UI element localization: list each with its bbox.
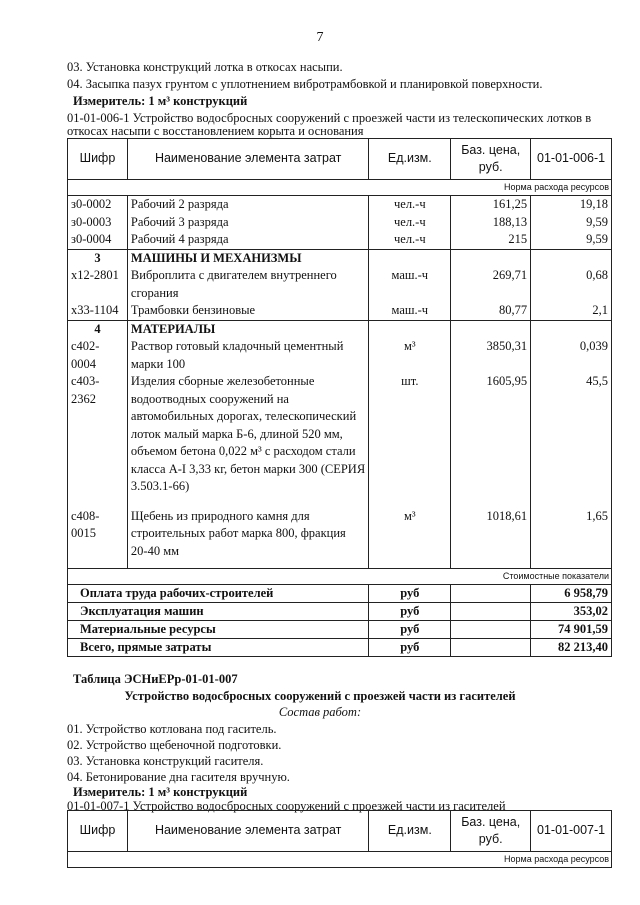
row-price: 1605,95 bbox=[451, 373, 531, 508]
norm-label: Норма расхода ресурсов bbox=[68, 852, 612, 868]
step2-03: 03. Установка конструкций гасителя. bbox=[67, 754, 264, 768]
row-name: Трамбовки бензиновые bbox=[127, 302, 368, 320]
row-qty: 1,65 bbox=[531, 508, 612, 569]
page-number: 7 bbox=[316, 30, 324, 45]
total-value: 74 901,59 bbox=[531, 621, 612, 639]
row-unit: маш.-ч bbox=[369, 302, 451, 320]
row-price: 80,77 bbox=[451, 302, 531, 320]
table-row bbox=[68, 338, 612, 373]
total-name: Эксплуатация машин bbox=[68, 603, 369, 621]
row-qty: 19,18 bbox=[531, 196, 612, 214]
row-qty: 0,68 bbox=[531, 267, 612, 302]
row-price: 188,13 bbox=[451, 214, 531, 232]
row-code: х12-2801 bbox=[68, 267, 128, 302]
col-code-header: Шифр bbox=[68, 811, 128, 852]
row-name: Щебень из природного камня для строительных работ марка 800, фракция 20-40 мм bbox=[127, 508, 368, 569]
norm-label: Норма расхода ресурсов bbox=[68, 180, 612, 196]
row-name: Раствор готовый кладочный цементный марки 100 bbox=[127, 338, 368, 373]
col-name-header: Наименование элемента затрат bbox=[127, 139, 368, 180]
row-code: х33-1104 bbox=[68, 302, 128, 320]
row-unit: маш.-ч bbox=[369, 267, 451, 302]
section-number: 4 bbox=[68, 320, 128, 338]
step2-02: 02. Устройство щебеночной подготовки. bbox=[67, 738, 282, 752]
table-row bbox=[68, 267, 612, 302]
norm-label-row bbox=[68, 852, 612, 868]
row-name: Рабочий 4 разряда bbox=[127, 231, 368, 249]
cost-label-row bbox=[68, 569, 612, 585]
step2-01: 01. Устройство котлована под гаситель. bbox=[67, 722, 277, 736]
total-row bbox=[68, 621, 612, 639]
table2-subtitle: Устройство водосбросных сооружений с проезжей части из гасителей bbox=[124, 689, 516, 703]
row-name: Виброплита с двигателем внутреннего сгорания bbox=[127, 267, 368, 302]
total-unit: руб bbox=[369, 603, 451, 621]
row-unit: чел.-ч bbox=[369, 231, 451, 249]
total-unit: руб bbox=[369, 639, 451, 657]
table-header-row bbox=[68, 139, 612, 180]
row-qty: 9,59 bbox=[531, 214, 612, 232]
row-price: 215 bbox=[451, 231, 531, 249]
total-name: Оплата труда рабочих-строителей bbox=[68, 585, 369, 603]
section-materials-row bbox=[68, 320, 612, 338]
row-qty: 45,5 bbox=[531, 373, 612, 508]
step-03: 03. Установка конструкций лотка в откосах насыпи. bbox=[67, 60, 343, 74]
row-code: з0-0002 bbox=[68, 196, 128, 214]
col-price-header: Баз. цена, руб. bbox=[451, 139, 531, 180]
composition-heading: Состав работ: bbox=[278, 705, 362, 719]
row-code: с403-2362 bbox=[68, 373, 128, 508]
row-unit: м³ bbox=[369, 508, 451, 569]
row-price: 161,25 bbox=[451, 196, 531, 214]
row-unit: шт. bbox=[369, 373, 451, 508]
row-name: Изделия сборные железобетонные водоотводных сооружений на автомобильных дорогах, телескопический лоток малый марка Б-6, длиной 520 мм, объемом бетона 0,022 м³ с расходом стали класса А-I 3,33 кг, бетон марки 300 (СЕРИЯ 3.503.1-66) bbox=[127, 373, 368, 508]
resource-table bbox=[67, 138, 612, 657]
total-unit: руб bbox=[369, 621, 451, 639]
col-norm-header: 01-01-007-1 bbox=[531, 811, 612, 852]
row-name: Рабочий 3 разряда bbox=[127, 214, 368, 232]
row-code: с402-0004 bbox=[68, 338, 128, 373]
norm-label-row bbox=[68, 180, 612, 196]
table-row bbox=[68, 231, 612, 249]
norm-description-line1: 01-01-006-1 Устройство водосбросных сооружений с проезжей части из телескопических лотков в bbox=[67, 111, 592, 125]
total-value: 6 958,79 bbox=[531, 585, 612, 603]
row-name: Рабочий 2 разряда bbox=[127, 196, 368, 214]
section-title: МАТЕРИАЛЫ bbox=[127, 320, 368, 338]
row-qty: 2,1 bbox=[531, 302, 612, 320]
table2-header-row bbox=[68, 811, 612, 852]
row-unit: чел.-ч bbox=[369, 214, 451, 232]
norm2-description: 01-01-007-1 Устройство водосбросных сооружений с проезжей части из гасителей bbox=[67, 799, 506, 813]
row-price: 3850,31 bbox=[451, 338, 531, 373]
section-title: МАШИНЫ И МЕХАНИЗМЫ bbox=[127, 249, 368, 267]
table-row bbox=[68, 214, 612, 232]
section-number: 3 bbox=[68, 249, 128, 267]
total-unit: руб bbox=[369, 585, 451, 603]
norm-description-line2: откосах насыпи с восстановлением корыта и основания bbox=[67, 124, 364, 138]
total-row bbox=[68, 639, 612, 657]
meter-heading: Измеритель: 1 м³ конструкций bbox=[73, 94, 248, 108]
section-machines-row bbox=[68, 249, 612, 267]
total-row bbox=[68, 603, 612, 621]
col-unit-header: Ед.изм. bbox=[369, 139, 451, 180]
col-unit-header: Ед.изм. bbox=[369, 811, 451, 852]
col-price-header: Баз. цена, руб. bbox=[451, 811, 531, 852]
col-code-header: Шифр bbox=[68, 139, 128, 180]
col-name-header: Наименование элемента затрат bbox=[127, 811, 368, 852]
total-value: 353,02 bbox=[531, 603, 612, 621]
row-unit: чел.-ч bbox=[369, 196, 451, 214]
table-row bbox=[68, 508, 612, 569]
row-qty: 9,59 bbox=[531, 231, 612, 249]
row-code: з0-0003 bbox=[68, 214, 128, 232]
cost-label: Стоимостные показатели bbox=[68, 569, 612, 585]
table-row bbox=[68, 373, 612, 508]
col-norm-header: 01-01-006-1 bbox=[531, 139, 612, 180]
meter2-heading: Измеритель: 1 м³ конструкций bbox=[73, 785, 248, 799]
table2-title: Таблица ЭСНиЕРр-01-01-007 bbox=[73, 672, 238, 686]
step2-04: 04. Бетонирование дна гасителя вручную. bbox=[67, 770, 290, 784]
total-row bbox=[68, 585, 612, 603]
row-code: з0-0004 bbox=[68, 231, 128, 249]
table-row bbox=[68, 196, 612, 214]
total-name: Всего, прямые затраты bbox=[68, 639, 369, 657]
table-row bbox=[68, 302, 612, 320]
row-code: с408-0015 bbox=[68, 508, 128, 569]
row-qty: 0,039 bbox=[531, 338, 612, 373]
row-price: 269,71 bbox=[451, 267, 531, 302]
total-value: 82 213,40 bbox=[531, 639, 612, 657]
total-name: Материальные ресурсы bbox=[68, 621, 369, 639]
step-04: 04. Засыпка пазух грунтом с уплотнением вибротрамбовкой и планировкой поверхности. bbox=[67, 77, 543, 91]
row-price: 1018,61 bbox=[451, 508, 531, 569]
row-unit: м³ bbox=[369, 338, 451, 373]
resource-table-2 bbox=[67, 810, 612, 868]
